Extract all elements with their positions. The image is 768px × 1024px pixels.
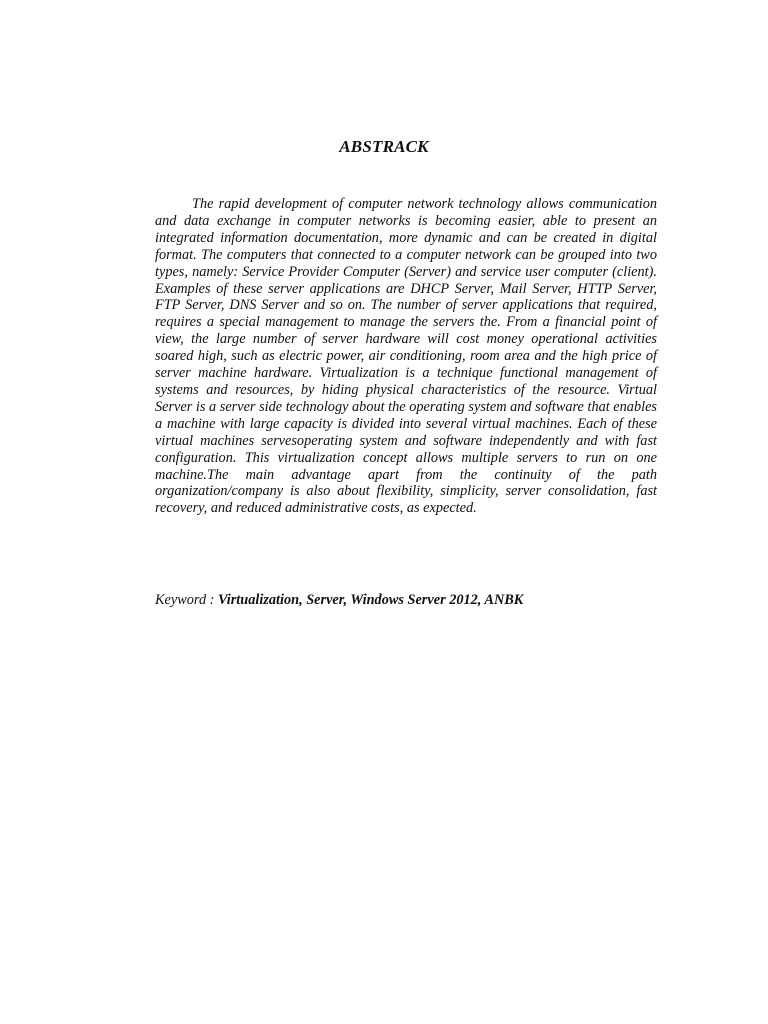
page-title: ABSTRACK: [339, 137, 429, 156]
keywords-values: Virtualization, Server, Windows Server 2012, ANBK: [218, 592, 524, 608]
keywords-label: Keyword :: [155, 592, 219, 608]
keywords-line: [155, 592, 715, 609]
abstract-paragraph: The rapid development of computer network technology allows communication and data exchange in computer networks is becoming easier, able to present an integrated information documentation, more dynamic and can be created in digital format. The computers that connected to a computer network can be grouped into two types, namely: Service Provider Computer (Server) and service user computer (client). Examples of these server applications are DHCP Server, Mail Server, HTTP Server, FTP Server, DNS Server and so on. The number of server applications that required, requires a special management to manage the servers the. From a financial point of view, the large number of server hardware will cost money operational activities soared high, such as electric power, air conditioning, room area and the high price of server machine hardware. Virtualization is a technique functional management of systems and resources, by hiding physical characteristics of the resource. Virtual Server is a server side technology about the operating system and software that enables a machine with large capacity is divided into several virtual machines. Each of these virtual machines servesoperating system and software independently and with fast configuration. This virtualization concept allows multiple servers to run on one machine.The main advantage apart from the continuity of the path organization/company is also about flexibility, simplicity, server consolidation, fast recovery, and reduced administrative costs, as expected.: [155, 196, 657, 517]
